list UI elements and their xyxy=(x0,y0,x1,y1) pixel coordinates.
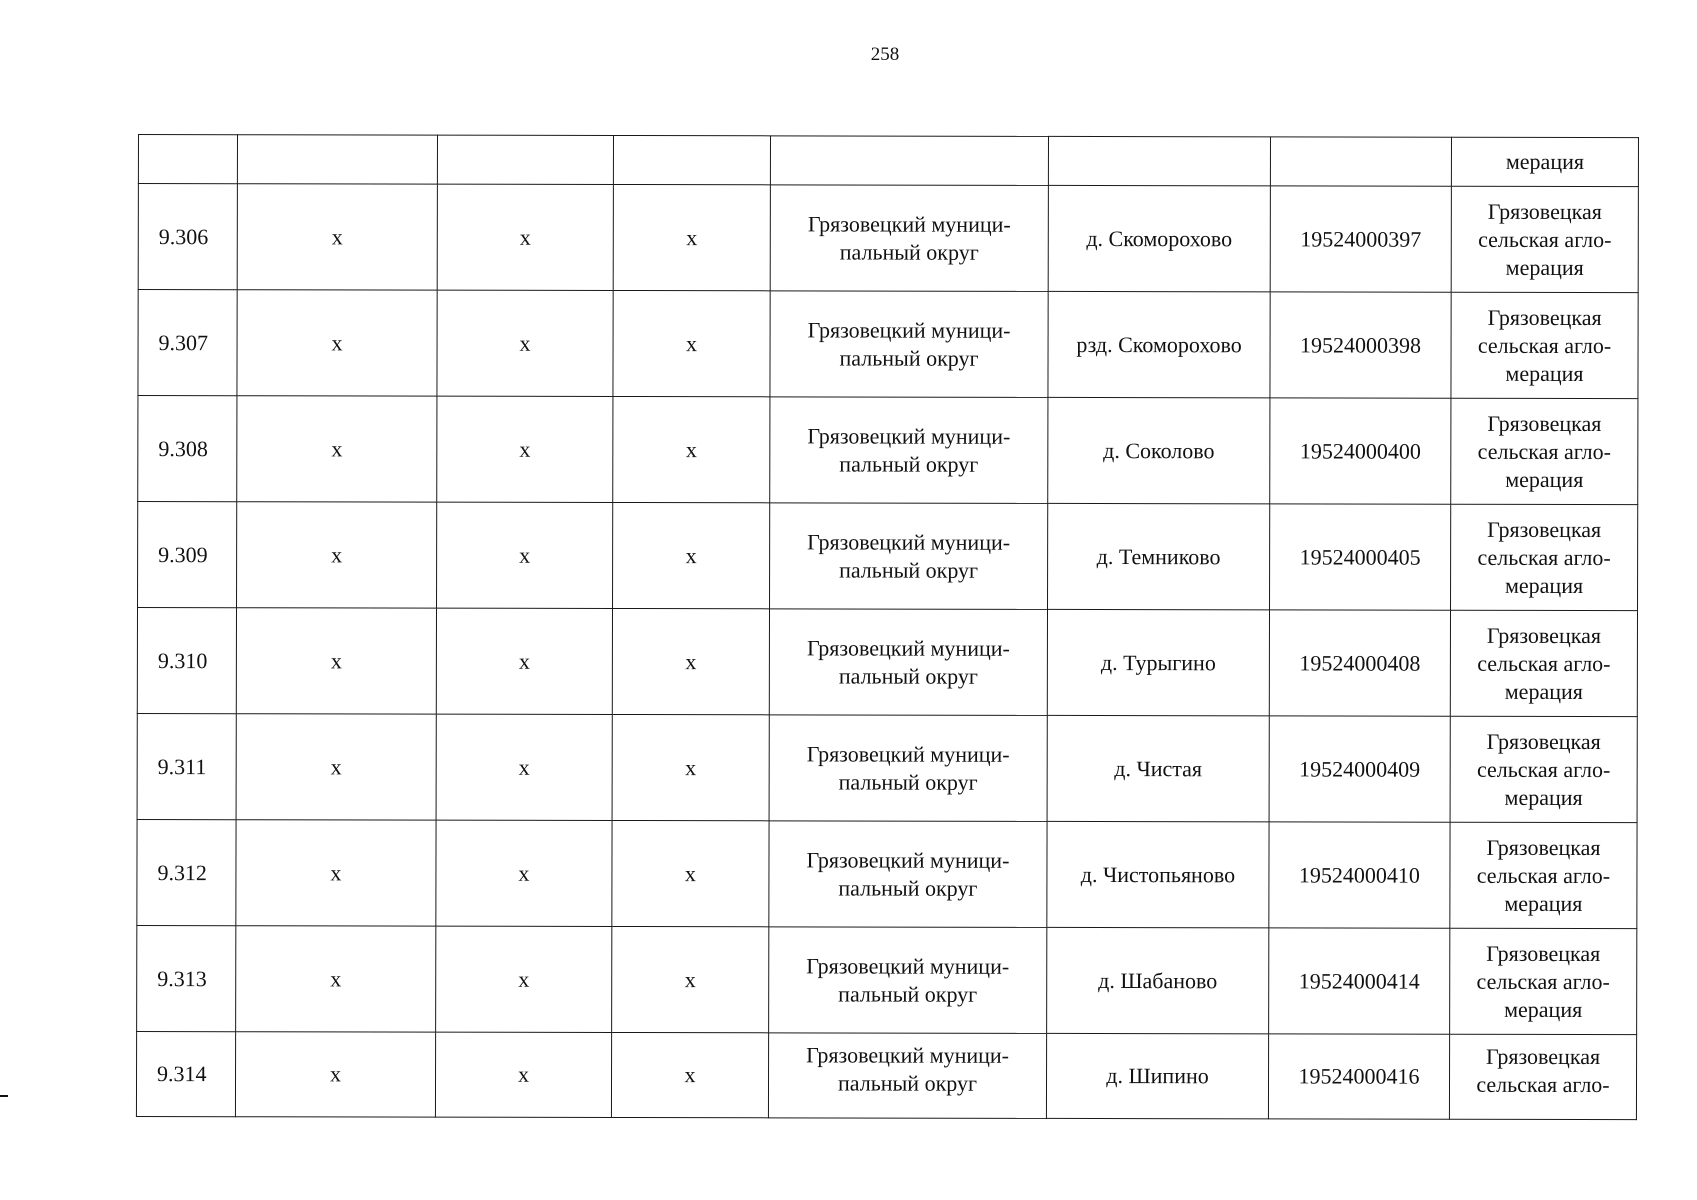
mark-cell: х xyxy=(236,926,436,1032)
row-number-cell: 9.311 xyxy=(137,713,236,819)
mark-cell: х xyxy=(613,290,770,396)
locality-cell: рзд. Скоморохово xyxy=(1048,291,1270,397)
margin-mark xyxy=(0,1095,8,1097)
mark-cell: х xyxy=(235,1032,435,1117)
mark-cell: х xyxy=(436,608,612,714)
mark-cell: х xyxy=(236,820,436,926)
locality-cell: д. Соколово xyxy=(1048,397,1270,503)
row-number-cell: 9.312 xyxy=(137,819,236,925)
district-cell: Грязовецкий муници-пальный округ xyxy=(769,715,1047,822)
mark-cell: х xyxy=(237,290,437,396)
code-cell: 19524000408 xyxy=(1269,610,1450,716)
mark-cell: х xyxy=(436,926,612,1032)
row-number-cell: 9.306 xyxy=(138,184,237,290)
register-table xyxy=(136,134,1639,1120)
district-cell: Грязовецкий муници-пальный округ xyxy=(769,927,1047,1034)
agglomeration-cell: Грязовецкая сельская агло-мерация xyxy=(1451,398,1638,504)
table-row xyxy=(137,925,1637,1034)
row-number-cell: 9.310 xyxy=(137,608,236,714)
carryover-cell xyxy=(770,136,1048,186)
carryover-cell xyxy=(437,135,613,184)
code-cell: 19524000410 xyxy=(1269,822,1450,928)
table-row xyxy=(138,396,1638,505)
carryover-cell xyxy=(237,135,437,184)
mark-cell: х xyxy=(611,1032,768,1117)
carryover-cell xyxy=(1048,136,1270,185)
district-cell: Грязовецкий муници-пальный округ xyxy=(769,609,1047,716)
code-cell: 19524000397 xyxy=(1270,186,1451,292)
mark-cell: х xyxy=(612,820,769,926)
district-cell: Грязовецкий муници-пальный округ xyxy=(768,1033,1046,1119)
mark-cell: х xyxy=(236,608,436,714)
mark-cell: х xyxy=(437,396,613,502)
mark-cell: х xyxy=(612,926,769,1032)
locality-cell: д. Турыгино xyxy=(1047,609,1269,715)
mark-cell: х xyxy=(436,714,612,820)
mark-cell: х xyxy=(236,714,436,820)
locality-cell: д. Темниково xyxy=(1048,503,1270,609)
row-number-cell: 9.307 xyxy=(138,290,237,396)
page-number: 258 xyxy=(870,44,900,65)
mark-cell: х xyxy=(612,714,769,820)
mark-cell: х xyxy=(237,396,437,502)
register-body xyxy=(136,135,1638,1120)
locality-cell: д. Чистопьяново xyxy=(1047,821,1269,927)
locality-cell: д. Шабаново xyxy=(1047,927,1269,1033)
carryover-cell xyxy=(1270,137,1451,186)
code-cell: 19524000398 xyxy=(1270,292,1451,398)
locality-cell: д. Чистая xyxy=(1047,715,1269,821)
mark-cell: х xyxy=(437,184,613,290)
agglomeration-cell: Грязовецкая сельская агло-мерация xyxy=(1451,292,1638,398)
code-cell: 19524000400 xyxy=(1270,398,1451,504)
mark-cell: х xyxy=(437,502,613,608)
code-cell: 19524000409 xyxy=(1269,716,1450,822)
agglomeration-cell: Грязовецкая сельская агло-мерация xyxy=(1451,186,1638,292)
table-row xyxy=(137,713,1637,822)
carryover-row xyxy=(138,135,1638,187)
table-row xyxy=(137,819,1637,928)
district-cell: Грязовецкий муници-пальный округ xyxy=(770,397,1048,504)
agglomeration-cell: Грязовецкая сельская агло-мерация xyxy=(1450,716,1637,822)
row-number-cell: 9.313 xyxy=(137,925,236,1031)
table-row xyxy=(138,502,1638,611)
table-row xyxy=(136,1031,1636,1119)
table-row xyxy=(138,290,1638,399)
row-number-cell: 9.314 xyxy=(136,1031,235,1116)
locality-cell: д. Скоморохово xyxy=(1048,185,1270,291)
code-cell: 19524000416 xyxy=(1268,1034,1449,1119)
carryover-cell xyxy=(138,135,237,184)
code-cell: 19524000405 xyxy=(1270,504,1451,610)
carryover-agglomeration-cell: мерация xyxy=(1451,137,1638,186)
mark-cell: х xyxy=(436,820,612,926)
district-cell: Грязовецкий муници-пальный округ xyxy=(769,821,1047,928)
table-row xyxy=(137,608,1637,717)
district-cell: Грязовецкий муници-пальный округ xyxy=(770,291,1048,398)
row-number-cell: 9.308 xyxy=(138,396,237,502)
mark-cell: х xyxy=(437,290,613,396)
mark-cell: х xyxy=(613,502,770,608)
mark-cell: х xyxy=(237,502,437,608)
mark-cell: х xyxy=(435,1032,611,1117)
mark-cell: х xyxy=(237,184,437,290)
mark-cell: х xyxy=(612,608,769,714)
code-cell: 19524000414 xyxy=(1269,928,1450,1034)
agglomeration-cell: Грязовецкая сельская агло-мерация xyxy=(1450,928,1637,1034)
agglomeration-cell: Грязовецкая сельская агло-мерация xyxy=(1450,610,1637,716)
table-row xyxy=(138,184,1638,293)
agglomeration-cell: Грязовецкая сельская агло-мерация xyxy=(1451,504,1638,610)
mark-cell: х xyxy=(613,396,770,502)
agglomeration-cell: Грязовецкая сельская агло-мерация xyxy=(1450,822,1637,928)
district-cell: Грязовецкий муници-пальный округ xyxy=(770,185,1048,292)
agglomeration-cell: Грязовецкая сельская агло- xyxy=(1449,1034,1636,1119)
district-cell: Грязовецкий муници-пальный округ xyxy=(770,503,1048,610)
row-number-cell: 9.309 xyxy=(138,502,237,608)
carryover-cell xyxy=(613,135,770,184)
mark-cell: х xyxy=(613,184,770,290)
locality-cell: д. Шипино xyxy=(1046,1033,1268,1118)
